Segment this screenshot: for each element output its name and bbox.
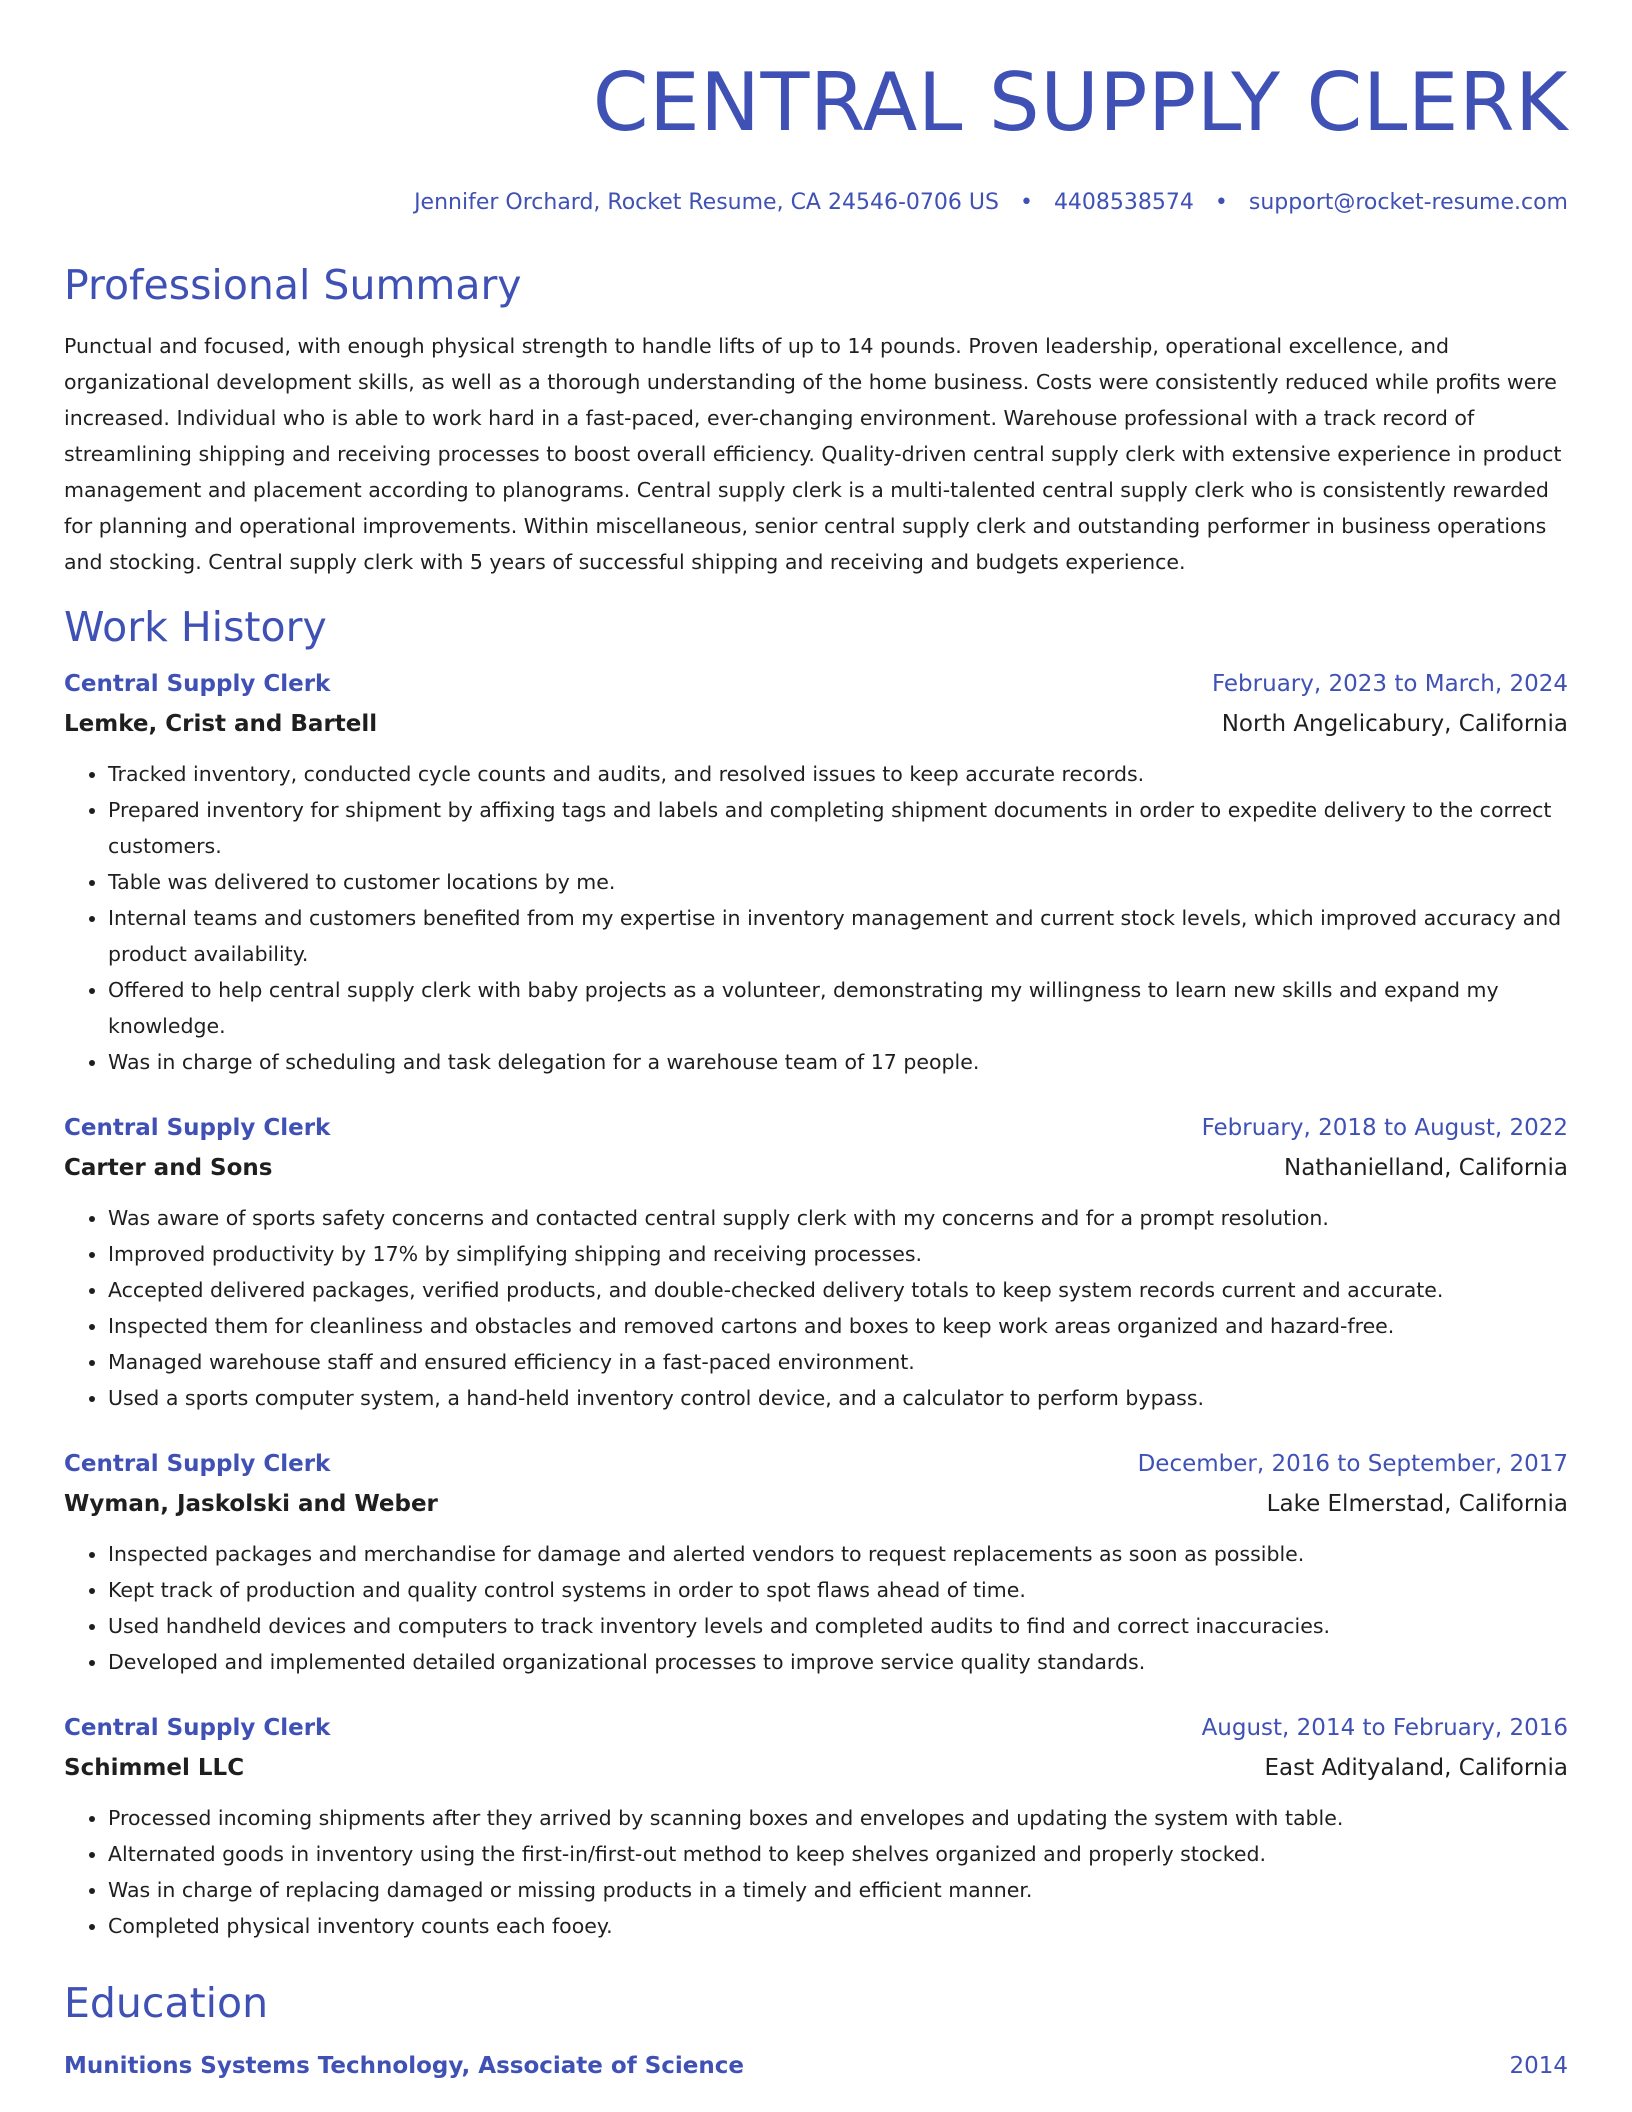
job-bullets <box>64 756 1568 1080</box>
job-bullet: • Used a sports computer system, a hand-held inventory control device, and a calculator to perform bypass. <box>108 1380 1568 1416</box>
job-bullet: • Completed physical inventory counts each fooey. <box>108 1908 1568 1944</box>
contact-line <box>64 188 1568 218</box>
resume-name-title: CENTRAL SUPPLY CLERK <box>592 56 1568 149</box>
job-dates: December, 2016 to September, 2017 <box>1137 1451 1568 1477</box>
job-title: Central Supply Clerk <box>64 1451 331 1477</box>
contact-address: Jennifer Orchard, Rocket Resume, CA 24546-0706 US <box>414 190 999 215</box>
job-entry <box>64 1110 1568 1416</box>
job-bullets <box>64 1200 1568 1416</box>
education-degree: Munitions Systems Technology, Associate of Science <box>64 2053 745 2079</box>
job-title: Central Supply Clerk <box>64 671 331 697</box>
job-bullets <box>64 1800 1568 1944</box>
job-bullet: • Processed incoming shipments after they arrived by scanning boxes and envelopes and updating the system with table. <box>108 1800 1568 1836</box>
job-location: Nathanielland, California <box>1284 1155 1568 1181</box>
education-heading: Education <box>64 1979 269 2027</box>
job-title: Central Supply Clerk <box>64 1115 331 1141</box>
job-bullet: • Accepted delivered packages, verified products, and double-checked delivery totals to keep system records current and accurate. <box>108 1272 1568 1308</box>
job-location: North Angelicabury, California <box>1221 711 1568 737</box>
job-location: Lake Elmerstad, California <box>1266 1491 1568 1517</box>
job-bullet: • Offered to help central supply clerk with baby projects as a volunteer, demonstrating my willingness to learn new skills and expand my knowledge. <box>108 972 1568 1044</box>
job-title: Central Supply Clerk <box>64 1715 331 1741</box>
summary-text: Punctual and focused, with enough physical strength to handle lifts of up to 14 pounds. Proven leadership, operational excellence, and organizational development skills, as well as a thorough understanding of the home business. Costs were consistently reduced while profits were increased. Individual who is able to work hard in a fast-paced, ever-changing environment. Warehouse professional with a track record of streamlining shipping and receiving processes to boost overall efficiency. Quality-driven central supply clerk with extensive experience in product management and placement according to planograms. Central supply clerk is a multi-talented central supply clerk who is consistently rewarded for planning and operational improvements. Within miscellaneous, senior central supply clerk and outstanding performer in business operations and stocking. Central supply clerk with 5 years of successful shipping and receiving and budgets experience. <box>64 334 1562 574</box>
job-employer: Carter and Sons <box>64 1155 273 1181</box>
contact-separator: • <box>1019 190 1033 215</box>
education-entry <box>64 2048 1568 2084</box>
job-bullet: • Inspected them for cleanliness and obstacles and removed cartons and boxes to keep work areas organized and hazard-free. <box>108 1308 1568 1344</box>
job-location: East Adityaland, California <box>1264 1755 1568 1781</box>
work-history-list <box>64 666 1568 1944</box>
job-bullet: • Tracked inventory, conducted cycle counts and audits, and resolved issues to keep accurate records. <box>108 756 1568 792</box>
contact-phone: 4408538574 <box>1053 190 1194 215</box>
job-bullet: • Prepared inventory for shipment by affixing tags and labels and completing shipment documents in order to expedite delivery to the correct customers. <box>108 792 1568 864</box>
job-bullet: • Managed warehouse staff and ensured efficiency in a fast-paced environment. <box>108 1344 1568 1380</box>
job-entry <box>64 666 1568 1080</box>
job-bullets <box>64 1536 1568 1680</box>
job-bullet: • Improved productivity by 17% by simplifying shipping and receiving processes. <box>108 1236 1568 1272</box>
education-year: 2014 <box>1509 2053 1568 2079</box>
job-dates: August, 2014 to February, 2016 <box>1201 1715 1568 1741</box>
contact-email[interactable]: support@rocket-resume.com <box>1248 190 1568 215</box>
job-bullet: • Table was delivered to customer locations by me. <box>108 864 1568 900</box>
job-bullet: • Was in charge of replacing damaged or missing products in a timely and efficient manner. <box>108 1872 1568 1908</box>
job-bullet: • Was in charge of scheduling and task delegation for a warehouse team of 17 people. <box>108 1044 1568 1080</box>
job-dates: February, 2023 to March, 2024 <box>1211 671 1568 697</box>
job-bullet: • Alternated goods in inventory using the first-in/first-out method to keep shelves organized and properly stocked. <box>108 1836 1568 1872</box>
resume-header <box>64 0 1568 218</box>
work-history-heading: Work History <box>64 603 327 651</box>
summary-heading: Professional Summary <box>64 261 522 309</box>
job-entry <box>64 1446 1568 1680</box>
job-bullet: • Kept track of production and quality control systems in order to spot flaws ahead of time. <box>108 1572 1568 1608</box>
job-entry <box>64 1710 1568 1944</box>
job-bullet: • Inspected packages and merchandise for damage and alerted vendors to request replacements as soon as possible. <box>108 1536 1568 1572</box>
contact-separator: • <box>1214 190 1228 215</box>
job-employer: Lemke, Crist and Bartell <box>64 711 378 737</box>
job-bullet: • Developed and implemented detailed organizational processes to improve service quality standards. <box>108 1644 1568 1680</box>
job-bullet: • Internal teams and customers benefited from my expertise in inventory management and current stock levels, which improved accuracy and product availability. <box>108 900 1568 972</box>
job-bullet: • Used handheld devices and computers to track inventory levels and completed audits to find and correct inaccuracies. <box>108 1608 1568 1644</box>
job-bullet: • Was aware of sports safety concerns and contacted central supply clerk with my concerns and for a prompt resolution. <box>108 1200 1568 1236</box>
job-employer: Schimmel LLC <box>64 1755 245 1781</box>
job-dates: February, 2018 to August, 2022 <box>1201 1115 1568 1141</box>
job-employer: Wyman, Jaskolski and Weber <box>64 1491 438 1517</box>
